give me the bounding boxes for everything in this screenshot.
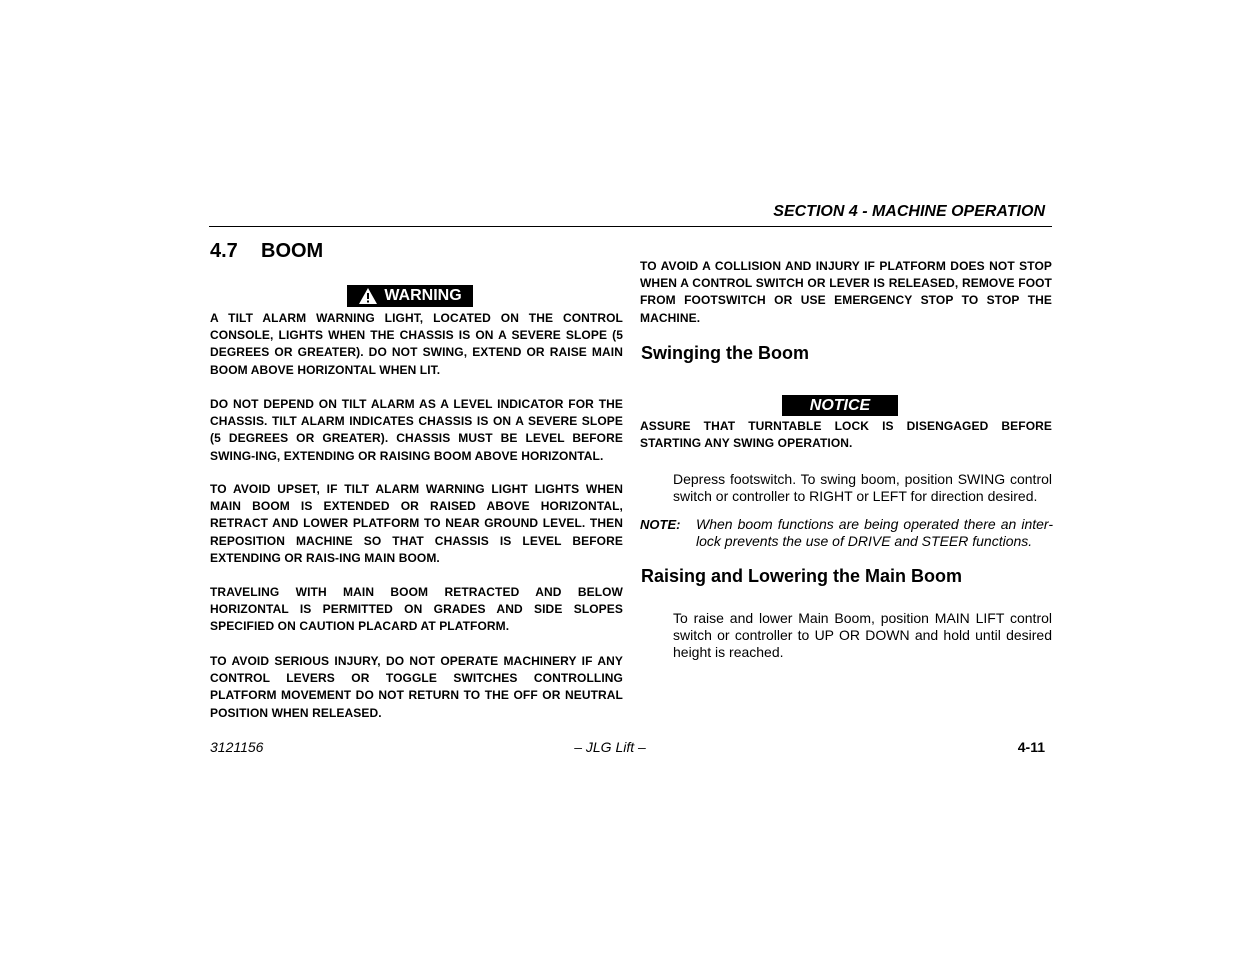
section-title-text: BOOM [261, 240, 324, 262]
footer-doc-number: 3121156 [210, 739, 264, 755]
header-rule [209, 226, 1052, 227]
section-title [210, 240, 323, 263]
footer-page-number: 4-11 [1017, 739, 1045, 755]
note-tag: NOTE: [640, 517, 681, 532]
warning-triangle-icon [358, 287, 378, 305]
swinging-heading: Swinging the Boom [641, 343, 809, 363]
raising-heading: Raising and Lowering the Main Boom [641, 566, 963, 586]
warning-paragraph: TO AVOID SERIOUS INJURY, DO NOT OPERATE MACHINERY IF ANY CONTROL LEVERS OR TOGGLE SWITCHES CONTROLLING PLATFORM MOVEMENT DO NOT RETURN TO THE OFF OR NEUTRAL POSITION WHEN RELEASED. [210, 654, 623, 720]
warning-label-text: WARNING [384, 287, 462, 304]
warning-paragraph: A TILT ALARM WARNING LIGHT, LOCATED ON THE CONTROL CONSOLE, LIGHTS WHEN THE CHASSIS IS ON A SEVERE SLOPE (5 DEGREES OR GREATER). DO NOT SWING, EXTEND OR RAISE MAIN BOOM ABOVE HORIZONTAL WHEN LIT. [210, 311, 623, 377]
section-header: SECTION 4 - MACHINE OPERATION [773, 203, 1045, 220]
warning-label [347, 285, 473, 307]
raising-body: To raise and lower Main Boom, position MAIN LIFT control switch or controller to UP OR DOWN and hold until desired height is reached. [673, 610, 1052, 660]
swinging-body: Depress footswitch. To swing boom, position SWING control switch or controller to RIGHT or LEFT for direction desired. [673, 471, 1052, 504]
warning-paragraph: TO AVOID UPSET, IF TILT ALARM WARNING LIGHT LIGHTS WHEN MAIN BOOM IS EXTENDED OR RAISED ABOVE HORIZONTAL, RETRACT AND LOWER PLATFORM TO NEAR GROUND LEVEL. THEN REPOSITION MACHINE SO THAT CHASSIS IS LEVEL BEFORE EXTENDING OR RAIS-ING MAIN BOOM. [210, 482, 623, 565]
warning-paragraph: TRAVELING WITH MAIN BOOM RETRACTED AND BELOW HORIZONTAL IS PERMITTED ON GRADES AND SIDE SLOPES SPECIFIED ON CAUTION PLACARD AT PLATFORM. [210, 585, 623, 634]
notice-text: ASSURE THAT TURNTABLE LOCK IS DISENGAGED BEFORE STARTING ANY SWING OPERATION. [640, 419, 1052, 451]
warning-paragraph: DO NOT DEPEND ON TILT ALARM AS A LEVEL INDICATOR FOR THE CHASSIS. TILT ALARM INDICATES CHASSIS IS ON A SEVERE SLOPE (5 DEGREES OR GREATER). CHASSIS MUST BE LEVEL BEFORE SWING-ING, EXTENDING OR RAISING BOOM ABOVE HORIZONTAL. [210, 397, 623, 463]
note-text: When boom functions are being operated there an inter-lock prevents the use of DRIVE and STEER functions. [696, 516, 1053, 549]
footer-center: – JLG Lift – [574, 739, 646, 755]
section-number: 4.7 [210, 240, 238, 262]
notice-label: NOTICE [782, 395, 898, 416]
warning-paragraph: TO AVOID A COLLISION AND INJURY IF PLATFORM DOES NOT STOP WHEN A CONTROL SWITCH OR LEVER IS RELEASED, REMOVE FOOT FROM FOOTSWITCH OR USE EMERGENCY STOP TO STOP THE MACHINE. [640, 259, 1052, 325]
